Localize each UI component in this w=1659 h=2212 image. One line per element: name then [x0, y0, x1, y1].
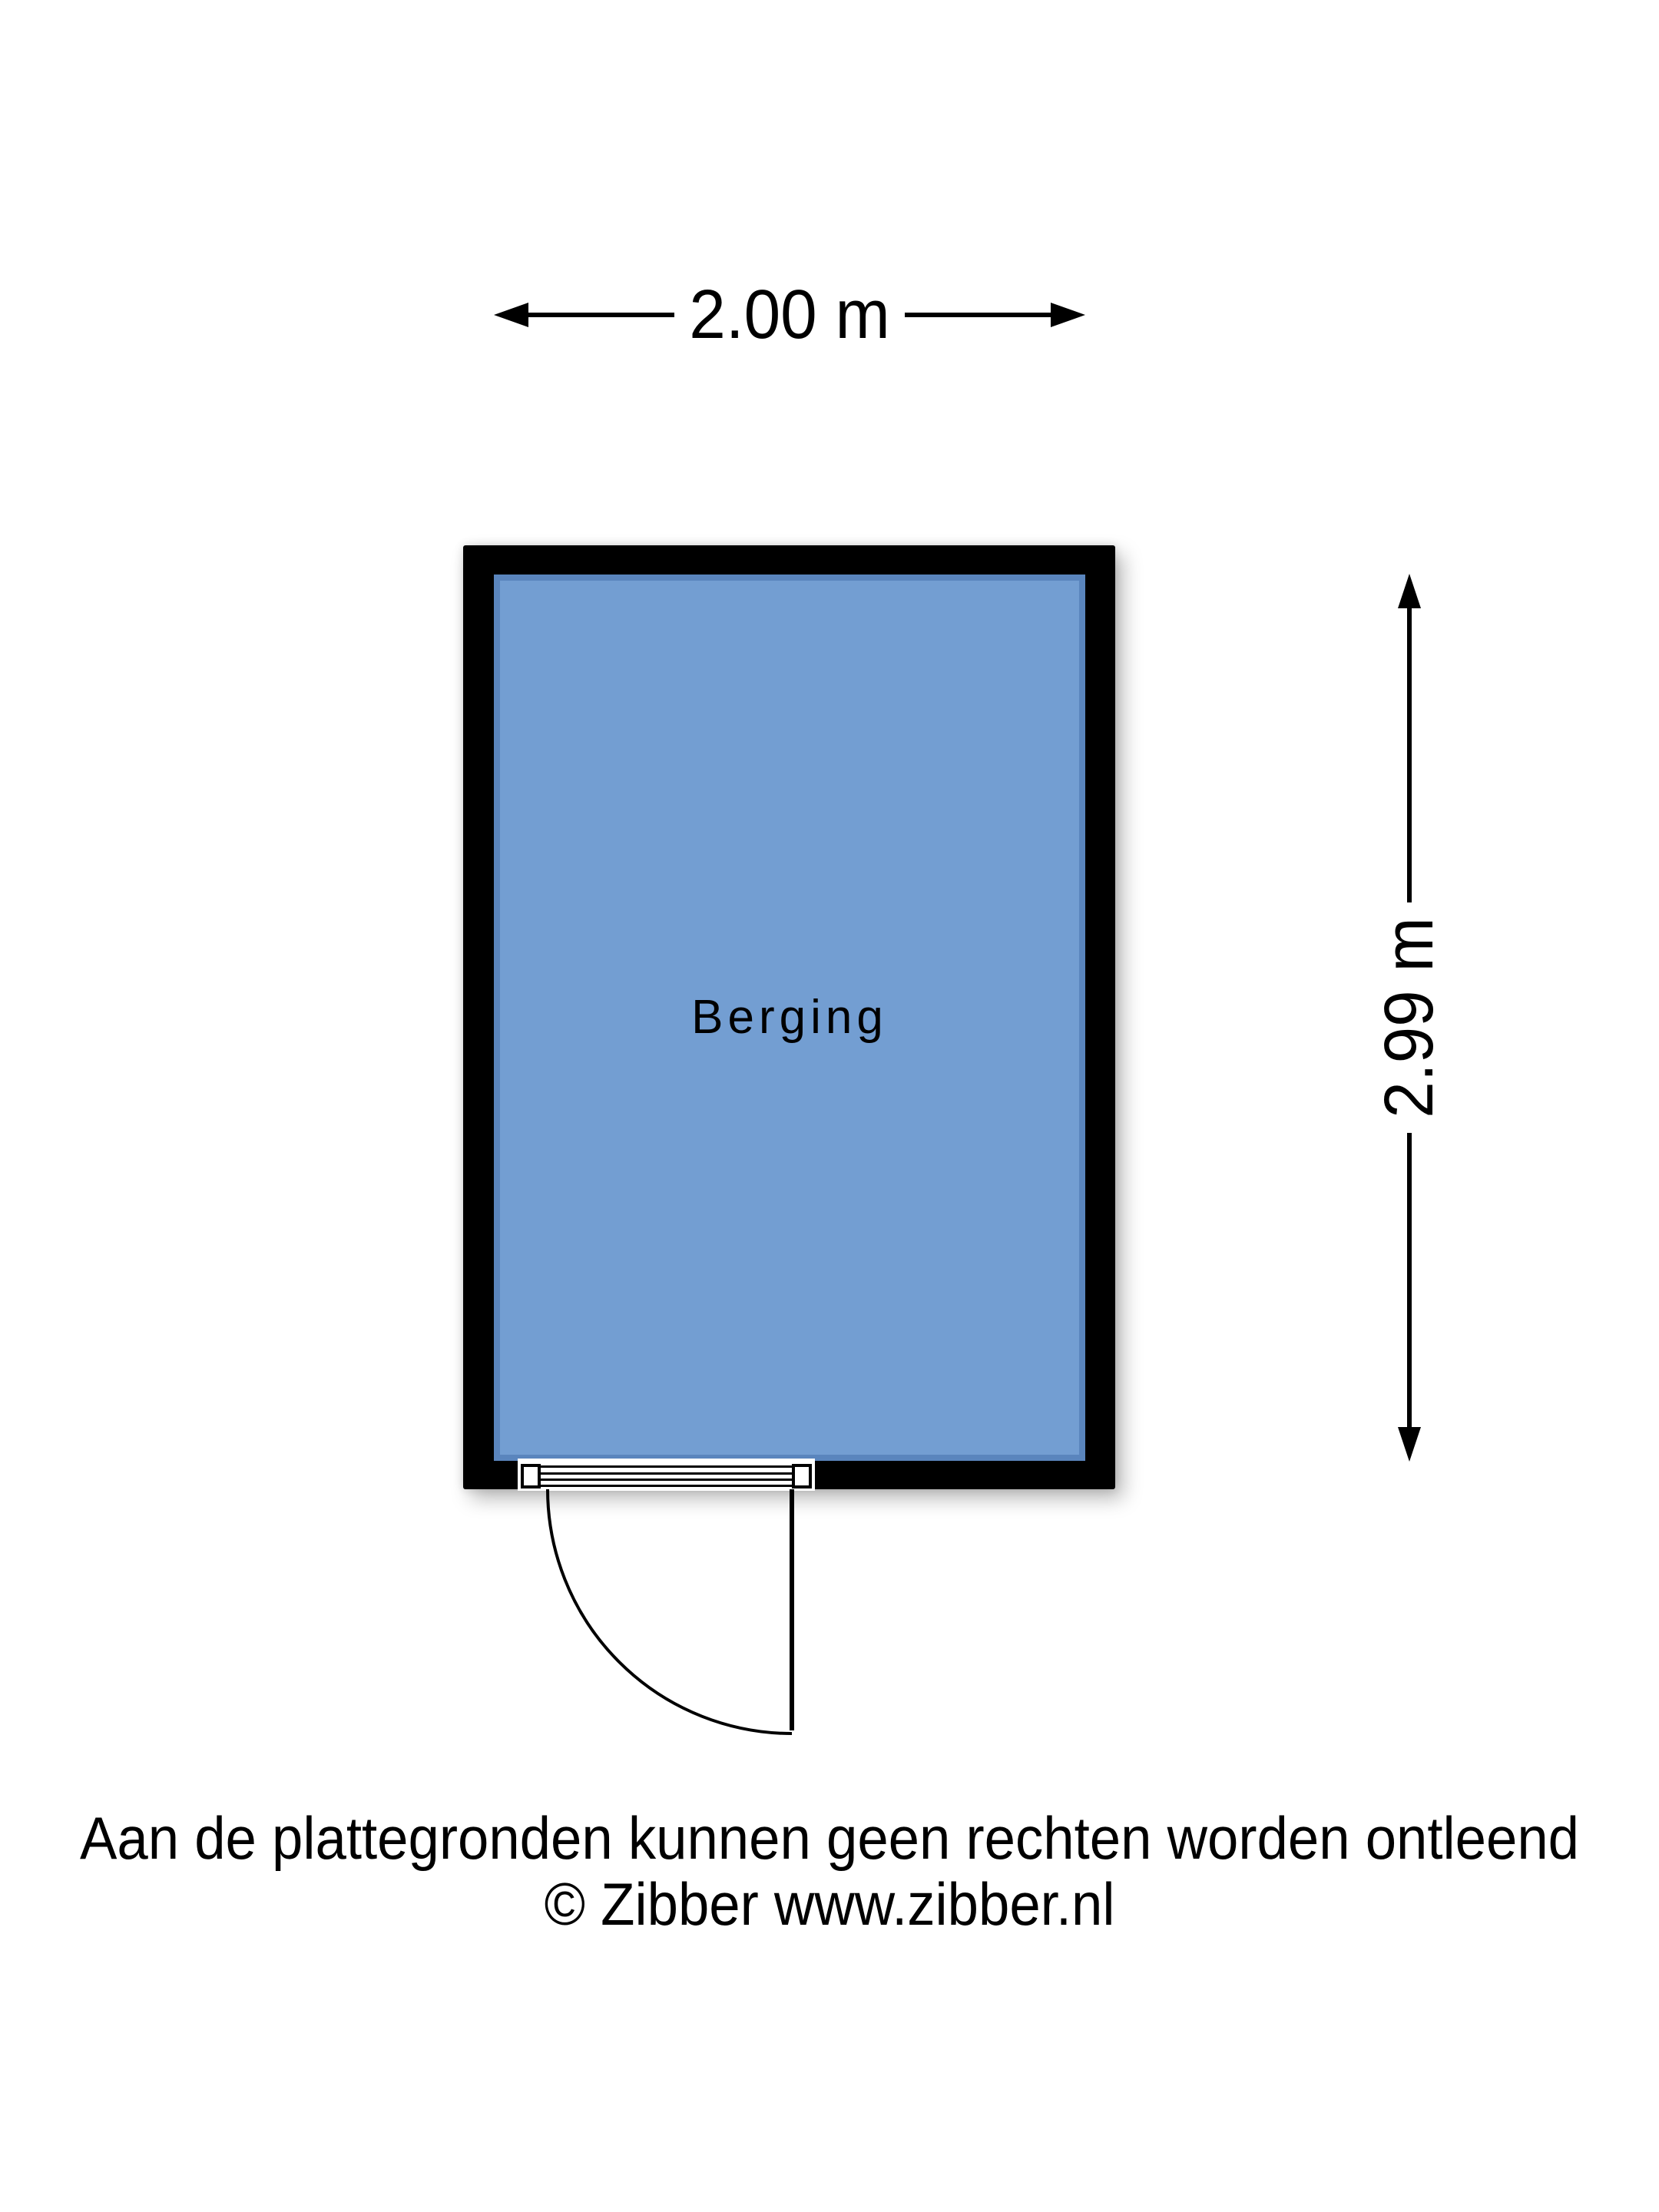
footer	[0, 1805, 1659, 1937]
arrow-up-icon	[1398, 574, 1421, 608]
door-swing-arc	[548, 1489, 792, 1734]
disclaimer-text: Aan de plattegronden kunnen geen rechten worden ontleend	[79, 1804, 1580, 1872]
height-dimension-label: 2.99 m	[1371, 917, 1448, 1118]
door-swing	[548, 1489, 792, 1734]
door-threshold	[541, 1465, 792, 1487]
door-jamb-left	[521, 1464, 541, 1488]
door-jamb-right	[792, 1464, 812, 1488]
arrow-down-icon	[1398, 1427, 1421, 1462]
copyright-text: © Zibber www.zibber.nl	[544, 1870, 1115, 1938]
room-label: Berging	[691, 991, 888, 1044]
width-dimension-label: 2.00 m	[689, 276, 890, 353]
